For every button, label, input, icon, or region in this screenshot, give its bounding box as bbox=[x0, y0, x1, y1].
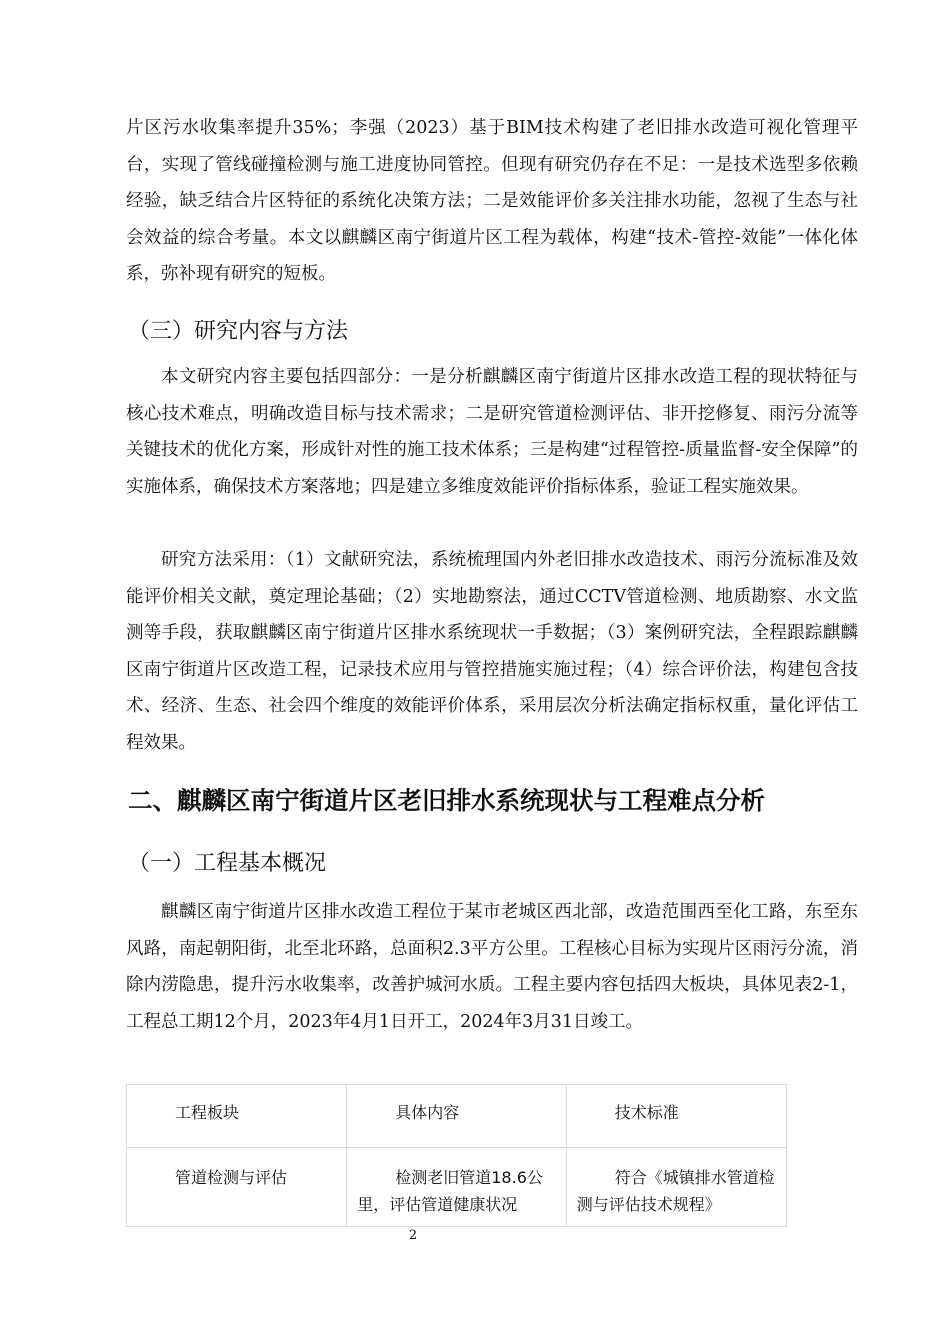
table-row bbox=[127, 1148, 787, 1227]
table-cell: 检测老旧管道18.6公里，评估管道健康状况 bbox=[347, 1148, 566, 1227]
paragraph-research-methods: 研究方法采用：（1）文献研究法，系统梳理国内外老旧排水改造技术、雨污分流标准及效能评价相关文献，奠定理论基础；（2）实地勘察法，通过CCTV管道检测、地质勘察、水文监测等手段，获取麒麟区南宁街道片区排水系统现状一手数据；（3）案例研究法，全程跟踪麒麟区南宁街道片区改造工程，记录技术应用与管控措施实施过程；（4）综合评价法，构建包含技术、经济、生态、社会四个维度的效能评价体系，采用层次分析法确定指标权重，量化评估工程效果。 bbox=[126, 550, 858, 753]
section-heading-project-overview: （一）工程基本概况 bbox=[128, 851, 327, 876]
page-number: 2 bbox=[408, 1228, 418, 1243]
section-heading-research-content: （三）研究内容与方法 bbox=[128, 319, 349, 344]
table-header-cell: 具体内容 bbox=[347, 1085, 566, 1148]
table-cell: 符合《城镇排水管道检测与评估技术规程》 bbox=[566, 1148, 786, 1227]
paragraph-research-content: 本文研究内容主要包括四部分：一是分析麒麟区南宁街道片区排水改造工程的现状特征与核心技术难点，明确改造目标与技术需求；二是研究管道检测评估、非开挖修复、雨污分流等关键技术的优化方案，形成针对性的施工技术体系；三是构建“过程管控-质量监督-安全保障”的实施体系，确保技术方案落地；四是建立多维度效能评价指标体系，验证工程实施效果。 bbox=[126, 367, 858, 497]
paragraph-continuation: 片区污水收集率提升35%；李强（2023）基于BIM技术构建了老旧排水改造可视化管理平台，实现了管线碰撞检测与施工进度协同管控。但现有研究仍存在不足：一是技术选型多依赖经验，缺乏结合片区特征的系统化决策方法；二是效能评价多关注排水功能，忽视了生态与社会效益的综合考量。本文以麒麟区南宁街道片区工程为载体，构建“技术-管控-效能”一体化体系，弥补现有研究的短板。 bbox=[126, 118, 858, 284]
project-table bbox=[126, 1084, 787, 1227]
table-header-cell: 技术标准 bbox=[566, 1085, 786, 1148]
table-cell: 管道检测与评估 bbox=[127, 1148, 347, 1227]
chapter-heading: 二、麒麟区南宁街道片区老旧排水系统现状与工程难点分析 bbox=[128, 786, 765, 815]
paragraph-project-overview: 麒麟区南宁街道片区排水改造工程位于某市老城区西北部，改造范围西至化工路，东至东风路，南起朝阳街，北至北环路，总面积2.3平方公里。工程核心目标为实现片区雨污分流，消除内涝隐患，提升污水收集率，改善护城河水质。工程主要内容包括四大板块，具体见表2-1，工程总工期12个月，2023年4月1日开工，2024年3月31日竣工。 bbox=[126, 902, 858, 1032]
table-header-row bbox=[127, 1085, 787, 1148]
table-header-cell: 工程板块 bbox=[127, 1085, 347, 1148]
